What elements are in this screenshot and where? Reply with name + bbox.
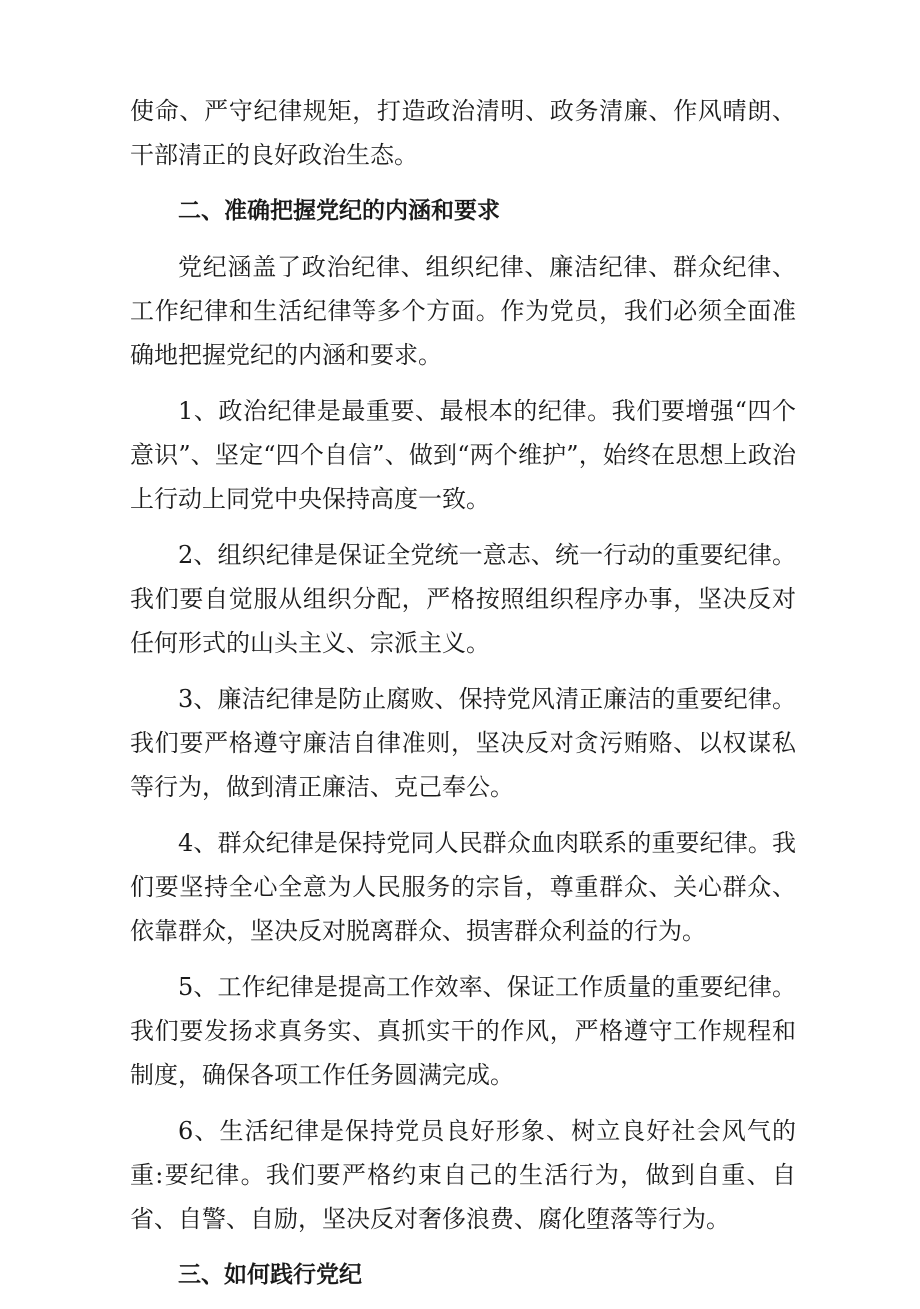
paragraph-work-discipline: 5、工作纪律是提高工作效率、保证工作质量的重要纪律。我们要发扬求真务实、真抓实干的作风，严格遵守工作规程和制度，确保各项工作任务圆满完成。: [130, 973, 796, 1089]
paragraph-overview: 党纪涵盖了政治纪律、组织纪律、廉洁纪律、群众纪律、工作纪律和生活纪律等多个方面。作为党员，我们必须全面准确地把握党纪的内涵和要求。: [130, 253, 796, 369]
section-heading-2: 二、准确把握党纪的内涵和要求: [178, 198, 500, 224]
section-heading-3: 三、如何践行党纪: [178, 1262, 362, 1288]
document-body: [130, 89, 796, 1309]
paragraph-mass-discipline: 4、群众纪律是保持党同人民群众血肉联系的重要纪律。我们要坚持全心全意为人民服务的宗旨，尊重群众、关心群众、依靠群众，坚决反对脱离群众、损害群众利益的行为。: [130, 829, 796, 945]
paragraph-life-discipline: 6、生活纪律是保持党员良好形象、树立良好社会风气的重:要纪律。我们要严格约束自己的生活行为，做到自重、自省、自警、自励，坚决反对奢侈浪费、腐化堕落等行为。: [130, 1117, 796, 1233]
paragraph-intro-continuation: 使命、严守纪律规矩，打造政治清明、政务清廉、作风晴朗、干部清正的良好政治生态。: [130, 97, 796, 169]
paragraph-organizational-discipline: 2、组织纪律是保证全党统一意志、统一行动的重要纪律。我们要自觉服从组织分配，严格按照组织程序办事，坚决反对任何形式的山头主义、宗派主义。: [130, 541, 796, 657]
paragraph-integrity-discipline: 3、廉洁纪律是防止腐败、保持党风清正廉洁的重要纪律。我们要严格遵守廉洁自律准则，坚决反对贪污贿赂、以权谋私等行为，做到清正廉洁、克己奉公。: [130, 685, 796, 801]
paragraph-political-discipline: 1、政治纪律是最重要、最根本的纪律。我们要增强“四个意识”、坚定“四个自信”、做到“两个维护”，始终在思想上政治上行动上同党中央保持高度一致。: [130, 397, 796, 513]
